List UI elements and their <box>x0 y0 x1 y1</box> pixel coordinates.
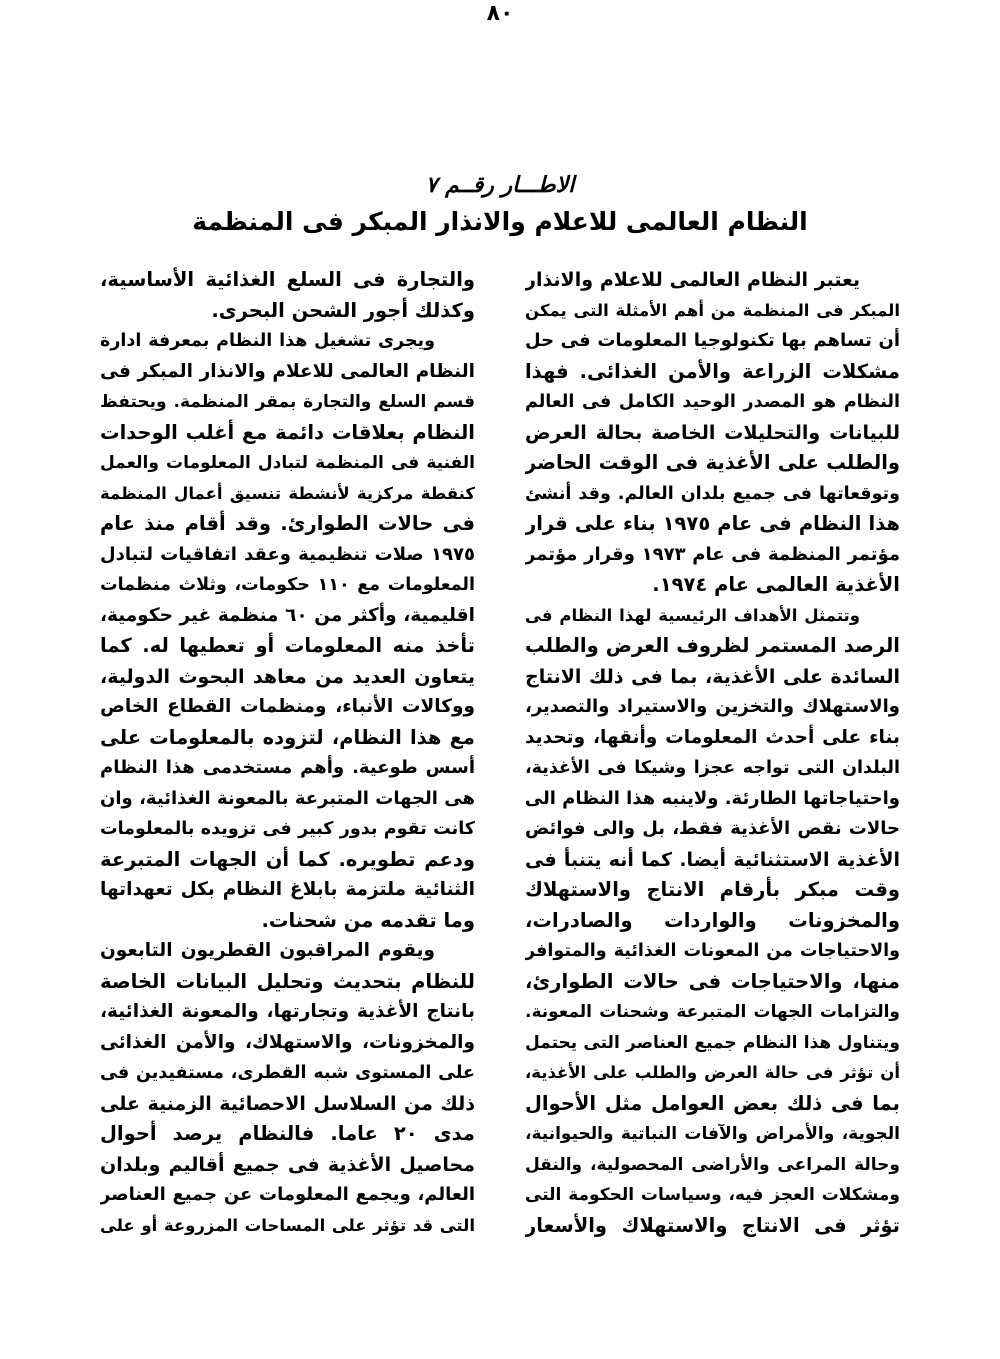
text-line: أن تؤثر فى حالة العرض والطلب على الأغذية، <box>525 1063 900 1082</box>
text-line: قسم السلع والتجارة بمقر المنظمة. ويحتفظ <box>100 392 475 412</box>
text-line: الفنية فى المنظمة لتبادل المعلومات والعمل <box>100 453 475 473</box>
text-line: السائدة على الأغذية، بما فى ذلك الانتاج <box>525 665 900 688</box>
text-line: التى قد تؤثر على المساحات المزروعة أو على <box>100 1215 475 1235</box>
text-line: والتزامات الجهات المتبرعة وشحنات المعونة. <box>525 1002 900 1022</box>
text-line: الأغذية العالمى عام ١٩٧٤. <box>652 573 900 596</box>
text-line: النظام هو المصدر الوحيد الكامل فى العالم <box>525 392 900 412</box>
text-line: أن تساهم بها تكنولوجيا المعلومات فى حل <box>525 330 900 351</box>
text-line: وقت مبكر بأرقام الانتاج والاستهلاك <box>525 878 900 901</box>
text-line: ويجرى تشغيل هذا النظام بمعرفة ادارة <box>100 331 435 351</box>
text-line: بانتاج الأغذية وتجارتها، والمعونة الغذائية، <box>100 1001 475 1022</box>
text-line: فى حالات الطوارئ. وقد أقام منذ عام <box>100 512 475 535</box>
text-line: تؤثر فى الانتاج والاستهلاك والأسعار <box>525 1213 900 1237</box>
text-line: ذلك من السلاسل الاحصائية الزمنية على <box>100 1092 475 1115</box>
text-line: ودعم تطويره. كما أن الجهات المتبرعة <box>100 847 475 871</box>
text-line: محاصيل الأغذية فى جميع أقاليم وبلدان <box>100 1153 475 1176</box>
text-line: والمخزونات والواردات والصادرات، <box>525 908 900 932</box>
text-line: النظام بعلاقات دائمة مع أغلب الوحدات <box>100 420 475 444</box>
text-line: مدى ٢٠ عاما. فالنظام يرصد أحوال <box>100 1122 475 1145</box>
box-title: النظام العالمى للاعلام والانذار المبكر فى المنظمة <box>192 207 808 236</box>
text-line: للبيانات والتحليلات الخاصة بحالة العرض <box>525 421 900 444</box>
text-line: مع هذا النظام، لتزوده بالمعلومات على <box>100 725 475 749</box>
text-line: اقليمية، وأكثر من ٦٠ منظمة غير حكومية، <box>100 604 475 626</box>
text-line: ١٩٧٥ صلات تنظيمية وعقد اتفاقيات لتبادل <box>100 543 475 565</box>
text-line: والاحتياجات من المعونات الغذائية والمتوافر <box>525 941 900 961</box>
text-line: بناء على أحدث المعلومات وأنقها، وتحديد <box>525 726 900 748</box>
text-line: النظام العالمى للاعلام والانذار المبكر فى <box>100 360 475 382</box>
text-column-left <box>100 265 475 1241</box>
text-line: وكذلك أجور الشحن البحرى. <box>211 298 475 322</box>
text-line: المعلومات مع ١١٠ حكومات، وثلاث منظمات <box>100 575 475 595</box>
text-line: ومشكلات العجز فيه، وسياسات الحكومة التى <box>525 1185 900 1205</box>
box-label: الاطـــار رقــم ٧ <box>425 173 575 198</box>
text-line: وحالة المراعى والأراضى المحصولية، والنقل <box>525 1154 900 1175</box>
text-column-right <box>525 265 900 1241</box>
text-line: هى الجهات المتبرعة بالمعونة الغذائية، وان <box>100 787 475 809</box>
text-line: منها، والاحتياجات فى حالات الطوارئ، <box>525 969 900 993</box>
text-line: للنظام بتحديث وتحليل البيانات الخاصة <box>100 969 475 993</box>
text-line: يعتبر النظام العالمى للاعلام والانذار <box>525 269 860 291</box>
page-number: ٨٠ <box>486 1 514 26</box>
text-line: والطلب على الأغذية فى الوقت الحاضر <box>525 451 900 474</box>
text-line: وتتمثل الأهداف الرئيسية لهذا النظام فى <box>525 605 860 625</box>
text-line: يتعاون العديد من معاهد البحوث الدولية، <box>100 665 475 688</box>
text-line: العالم، ويجمع المعلومات عن جميع العناصر <box>100 1184 475 1205</box>
text-line: واحتياجاتها الطارئة. ولاينبه هذا النظام الى <box>525 787 900 809</box>
text-line: ووكالات الأنباء، ومنظمات القطاع الخاص <box>100 696 475 717</box>
text-line: كنقطة مركزية لأنشطة تنسيق أعمال المنظمة <box>100 483 475 503</box>
text-line: البلدان التى تواجه عجزا وشيكا فى الأغذية، <box>525 758 900 778</box>
text-line: والتجارة فى السلع الغذائية الأساسية، <box>100 268 475 291</box>
text-line: الأغذية الاستثنائية أيضا. كما أنه يتنبأ فى <box>525 848 900 871</box>
text-line: على المستوى شبه القطرى، مستفيدين فى <box>100 1063 475 1083</box>
text-line: بما فى ذلك بعض العوامل مثل الأحوال <box>525 1091 900 1115</box>
text-line: ويقوم المراقبون القطريون التابعون <box>100 940 435 961</box>
text-line: أسس طوعية. وأهم مستخدمى هذا النظام <box>100 757 475 778</box>
text-line: الجوية، والأمراض والآفات النباتية والحيوانية، <box>525 1124 900 1144</box>
text-line: مشكلات الزراعة والأمن الغذائى. فهذا <box>525 359 900 383</box>
text-line: والمخزونات، والاستهلاك، والأمن الغذائى <box>100 1031 475 1053</box>
text-line: وما تقدمه من شحنات. <box>261 908 475 932</box>
text-line: كانت تقوم بدور كبير فى تزويده بالمعلومات <box>100 819 475 839</box>
text-line: المبكر فى المنظمة من أهم الأمثلة التى يمكن <box>525 300 900 320</box>
text-line: هذا النظام فى عام ١٩٧٥ بناء على قرار <box>525 512 900 535</box>
text-line: الثنائية ملتزمة بابلاغ النظام بكل تعهداتها <box>100 879 475 900</box>
text-line: وتوقعاتها فى جميع بلدان العالم. وقد أنشئ <box>525 483 900 504</box>
text-line: حالات نقص الأغذية فقط، بل والى فوائض <box>525 818 900 839</box>
text-line: والاستهلاك والتخزين والاستيراد والتصدير، <box>525 696 900 717</box>
text-line: تأخذ منه المعلومات أو تعطيها له. كما <box>100 634 475 657</box>
text-line: الرصد المستمر لظروف العرض والطلب <box>525 634 900 657</box>
text-line: ويتناول هذا النظام جميع العناصر التى يحتمل <box>525 1032 900 1053</box>
text-line: مؤتمر المنظمة فى عام ١٩٧٣ وقرار مؤتمر <box>525 543 900 565</box>
